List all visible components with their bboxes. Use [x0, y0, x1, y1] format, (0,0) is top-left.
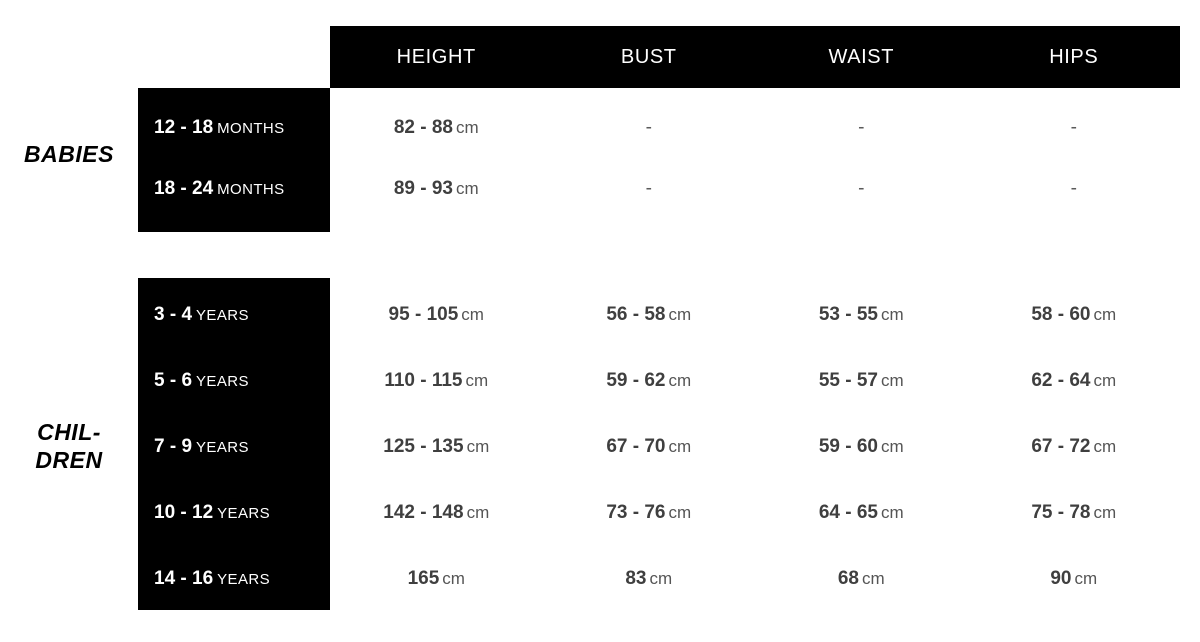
cell-waist-unit: cm: [861, 569, 885, 588]
cell-waist-value: 55 - 57: [818, 370, 878, 391]
cell-bust-unit: cm: [668, 371, 692, 390]
cell-waist-value: 68: [837, 568, 859, 589]
cell-bust: [543, 436, 756, 458]
row-age-label: [138, 304, 330, 326]
cell-hips: [968, 568, 1181, 590]
cell-bust-value: 73 - 76: [606, 502, 666, 523]
cell-hips-unit: cm: [1093, 503, 1117, 522]
row-age-number: 18 - 24: [154, 178, 214, 199]
cell-hips: [968, 304, 1181, 326]
table-row: [138, 486, 1180, 540]
column-header-waist: WAIST: [828, 45, 895, 68]
group-label-children-line1: CHIL-: [37, 419, 101, 445]
cell-waist-unit: cm: [880, 503, 904, 522]
cell-waist-unit: cm: [880, 305, 904, 324]
cell-height-unit: cm: [461, 305, 484, 324]
row-age-label: [138, 117, 330, 139]
cell-height-value: 82 - 88: [393, 117, 453, 138]
table-row: [138, 354, 1180, 408]
row-age-unit: YEARS: [196, 373, 249, 390]
cell-height: [330, 370, 543, 392]
cell-hips: -: [1070, 117, 1077, 138]
table-row: [138, 552, 1180, 606]
cell-height-unit: cm: [465, 371, 489, 390]
cell-bust-unit: cm: [668, 503, 692, 522]
row-age-unit: MONTHS: [217, 120, 285, 137]
cell-bust-value: 59 - 62: [606, 370, 666, 391]
cell-height-value: 125 - 135: [383, 436, 464, 457]
column-header-bust: BUST: [620, 45, 677, 68]
cell-hips-unit: cm: [1093, 371, 1117, 390]
cell-bust-unit: cm: [649, 569, 673, 588]
cell-hips-unit: cm: [1093, 305, 1117, 324]
cell-height-unit: cm: [455, 179, 479, 198]
cell-height: [330, 436, 543, 458]
cell-hips: -: [1070, 178, 1077, 199]
cell-height-value: 89 - 93: [393, 178, 453, 199]
cell-waist: [755, 304, 968, 326]
row-age-label: [138, 178, 330, 200]
cell-bust: [543, 568, 756, 590]
cell-bust: [543, 502, 756, 524]
row-age-number: 12 - 18: [154, 117, 214, 138]
cell-hips-value: 90: [1050, 568, 1072, 589]
cell-bust-unit: cm: [668, 437, 692, 456]
group-label-children: [0, 418, 138, 474]
cell-bust: [543, 304, 756, 326]
cell-bust: -: [645, 117, 652, 138]
row-age-number: 7 - 9: [154, 436, 193, 457]
row-age-number: 3 - 4: [154, 304, 193, 325]
cell-hips-unit: cm: [1074, 569, 1098, 588]
cell-height-value: 95 - 105: [388, 304, 459, 325]
cell-height-unit: cm: [442, 569, 465, 588]
table-row: [138, 288, 1180, 342]
row-age-label: [138, 502, 330, 524]
cell-height: [330, 178, 543, 200]
cell-height-unit: cm: [466, 503, 490, 522]
cell-hips-value: 62 - 64: [1031, 370, 1091, 391]
row-age-number: 14 - 16: [154, 568, 214, 589]
table-header-row: [330, 26, 1180, 88]
column-header-height: HEIGHT: [396, 45, 476, 68]
row-age-label: [138, 370, 330, 392]
cell-height-unit: cm: [466, 437, 490, 456]
cell-height-value: 110 - 115: [384, 370, 463, 391]
cell-hips-value: 58 - 60: [1031, 304, 1091, 325]
row-age-unit: YEARS: [217, 505, 271, 522]
row-age-number: 5 - 6: [154, 370, 193, 391]
cell-bust-value: 83: [625, 568, 647, 589]
cell-hips-unit: cm: [1093, 437, 1117, 456]
cell-height: [330, 117, 543, 139]
cell-hips: [968, 502, 1181, 524]
cell-bust-value: 56 - 58: [606, 304, 666, 325]
row-age-unit: YEARS: [196, 307, 249, 324]
group-label-children-line2: DREN: [35, 447, 103, 474]
table-row: [138, 420, 1180, 474]
cell-height-value: 165: [407, 568, 440, 589]
cell-waist: -: [858, 117, 865, 138]
cell-waist: [755, 568, 968, 590]
table-row: [138, 101, 1180, 155]
cell-height-unit: cm: [455, 118, 479, 137]
cell-bust: [543, 370, 756, 392]
row-age-label: [138, 568, 330, 590]
cell-hips-value: 75 - 78: [1031, 502, 1091, 523]
cell-hips-value: 67 - 72: [1031, 436, 1091, 457]
cell-height: [330, 304, 543, 326]
cell-waist: [755, 436, 968, 458]
table-row: [138, 162, 1180, 216]
cell-waist: -: [858, 178, 865, 199]
cell-waist-unit: cm: [880, 437, 904, 456]
row-age-unit: YEARS: [196, 439, 249, 456]
cell-hips: [968, 436, 1181, 458]
cell-bust-value: 67 - 70: [606, 436, 666, 457]
cell-height-value: 142 - 148: [383, 502, 464, 523]
column-header-hips: HIPS: [1049, 45, 1099, 68]
cell-height: [330, 568, 543, 590]
row-age-label: [138, 436, 330, 458]
cell-waist: [755, 502, 968, 524]
cell-bust: -: [645, 178, 652, 199]
cell-bust-unit: cm: [668, 305, 692, 324]
row-age-number: 10 - 12: [154, 502, 214, 523]
row-age-unit: MONTHS: [217, 181, 285, 198]
cell-waist-value: 59 - 60: [818, 436, 878, 457]
group-label-babies: BABIES: [24, 141, 114, 167]
cell-height: [330, 502, 543, 524]
cell-waist-unit: cm: [880, 371, 904, 390]
cell-waist-value: 64 - 65: [818, 502, 878, 523]
cell-waist-value: 53 - 55: [818, 304, 878, 325]
cell-waist: [755, 370, 968, 392]
row-age-unit: YEARS: [217, 571, 271, 588]
cell-hips: [968, 370, 1181, 392]
